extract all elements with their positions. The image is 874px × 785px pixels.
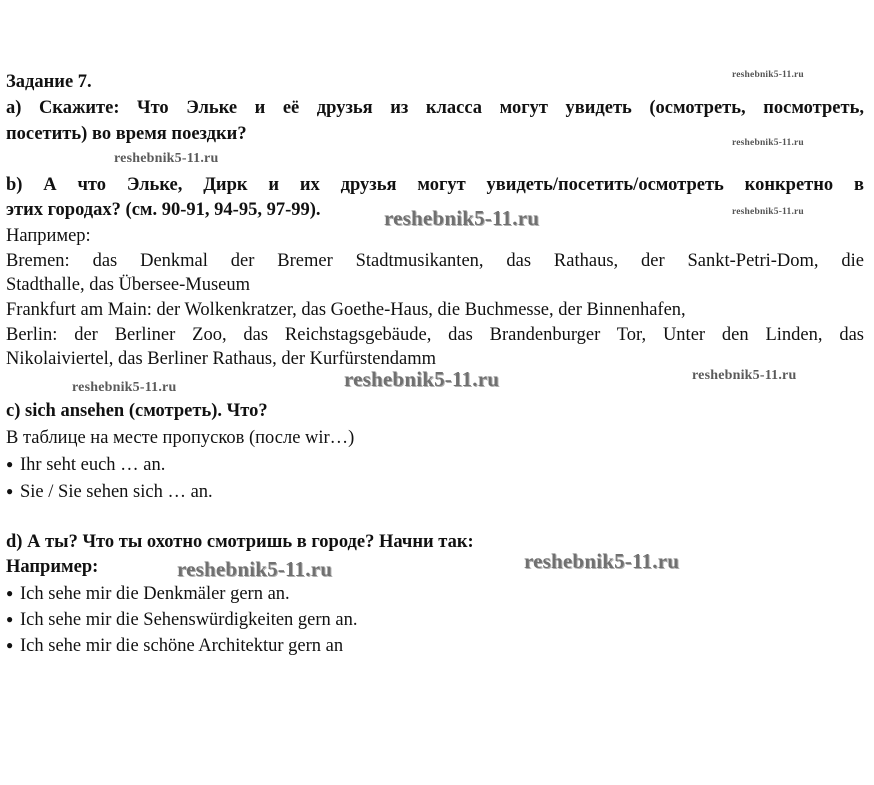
berlin-line-2: Nikolaiviertel, das Berliner Rathaus, der Kurfürstendamm <box>6 349 436 369</box>
list-item <box>6 479 213 504</box>
watermark: reshebnik5-11.ru <box>732 207 804 217</box>
watermark: reshebnik5-11.ru <box>732 70 804 80</box>
bremen-line-1: Bremen: das Denkmal der Bremer Stadtmusikanten, das Rathaus, der Sankt-Petri-Dom, die <box>6 251 864 271</box>
list-item-text: Sie / Sie sehen sich … an. <box>20 482 213 502</box>
part-b-question: b) А что Эльке, Дирк и их друзья могут увидеть/посетить/осмотреть конкретно в <box>6 175 864 195</box>
berlin-line-1: Berlin: der Berliner Zoo, das Reichstagsgebäude, das Brandenburger Tor, Unter den Linden, das <box>6 325 864 345</box>
bullet-icon: ● <box>6 586 14 600</box>
part-a-question-cont: посетить) во время поездки? <box>6 124 247 144</box>
list-item-text: Ich sehe mir die Sehenswürdigkeiten gern an. <box>20 610 358 630</box>
part-a-question: a) Скажите: Что Эльке и её друзья из класса могут увидеть (осмотреть, посмотреть, <box>6 98 864 118</box>
watermark: reshebnik5-11.ru <box>692 368 797 383</box>
d-example-label: Например: <box>6 557 99 577</box>
bullet-icon: ● <box>6 484 14 498</box>
watermark: reshebnik5-11.ru <box>177 557 333 581</box>
list-item-text: Ich sehe mir die Denkmäler gern an. <box>20 584 290 604</box>
part-c-question: c) sich ansehen (смотреть). Что? <box>6 401 268 421</box>
list-item <box>6 452 165 477</box>
watermark: reshebnik5-11.ru <box>524 549 680 573</box>
watermark: reshebnik5-11.ru <box>384 206 540 230</box>
frankfurt-line: Frankfurt am Main: der Wolkenkratzer, das Goethe-Haus, die Buchmesse, der Binnenhafen, <box>6 300 686 320</box>
task-title: Задание 7. <box>6 72 92 92</box>
part-b-question-cont: этих городах? (см. 90-91, 94-95, 97-99). <box>6 200 321 220</box>
table-note: В таблице на месте пропусков (после wir…) <box>6 428 355 448</box>
bullet-icon: ● <box>6 612 14 626</box>
bremen-line-2: Stadthalle, das Übersee-Museum <box>6 275 251 295</box>
example-label: Например: <box>6 226 91 246</box>
watermark: reshebnik5-11.ru <box>344 367 500 391</box>
list-item <box>6 581 290 606</box>
watermark: reshebnik5-11.ru <box>72 380 177 395</box>
list-item-text: Ihr seht euch … an. <box>20 455 166 475</box>
bullet-icon: ● <box>6 638 14 652</box>
watermark: reshebnik5-11.ru <box>114 151 219 166</box>
bullet-icon: ● <box>6 457 14 471</box>
watermark: reshebnik5-11.ru <box>732 138 804 148</box>
list-item <box>6 607 358 632</box>
list-item-text: Ich sehe mir die schöne Architektur gern an <box>20 636 344 656</box>
part-d-question: d) А ты? Что ты охотно смотришь в городе? Начни так: <box>6 532 474 552</box>
list-item <box>6 633 343 658</box>
